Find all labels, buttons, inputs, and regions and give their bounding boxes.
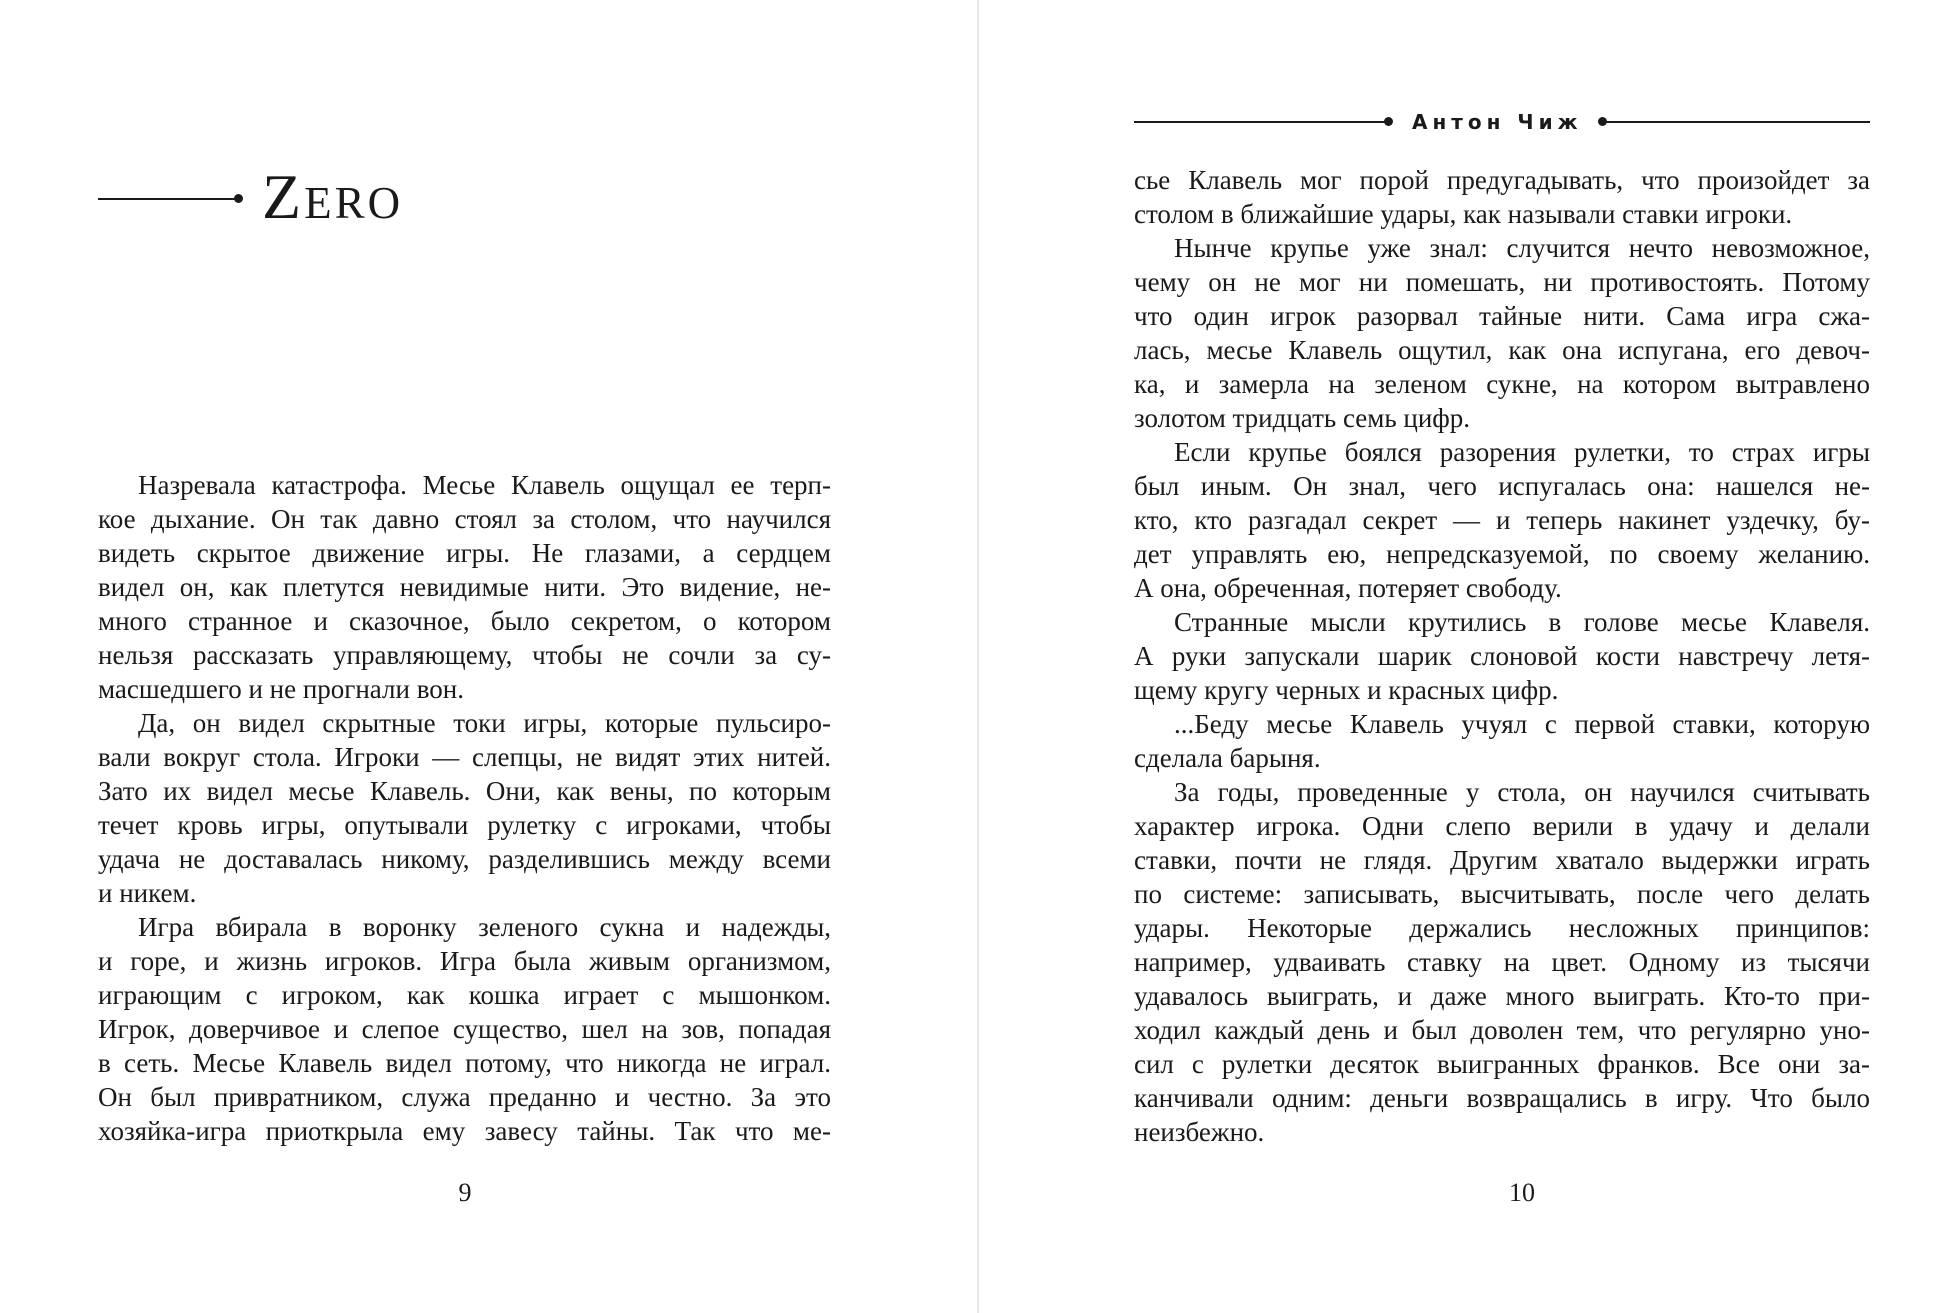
- text-line: был иным. Он знал, чего испугалась она: нашелся не-: [1134, 471, 1870, 501]
- header-ornament-dot-left: [1384, 117, 1393, 126]
- author-name: Антон Чиж: [1412, 110, 1583, 134]
- text-line: Назревала катастрофа. Месье Клавель ощущал ее терп-: [138, 470, 831, 500]
- page-number-right: 10: [1509, 1178, 1535, 1207]
- text-line: видеть скрытое движение игры. Не глазами, а сердцем: [98, 538, 831, 568]
- text-line: неизбежно.: [1134, 1117, 1265, 1147]
- text-line: Игрок, доверчивое и слепое существо, шел на зов, попадая: [98, 1014, 831, 1044]
- text-line: ка, и замерла на зеленом сукне, на котором вытравлено: [1134, 369, 1870, 399]
- text-line: золотом тридцать семь цифр.: [1134, 403, 1471, 433]
- text-line: ходил каждый день и был доволен тем, что регулярно уно-: [1134, 1015, 1870, 1045]
- text-line: в сеть. Месье Клавель видел потому, что никогда не играл.: [98, 1048, 831, 1078]
- text-line: А она, обреченная, потеряет свободу.: [1134, 573, 1562, 603]
- text-line: например, удваивать ставку на цвет. Одному из тысячи: [1134, 947, 1870, 977]
- text-line: Нынче крупье уже знал: случится нечто невозможное,: [1174, 233, 1870, 263]
- text-line: Странные мысли крутились в голове месье Клавеля.: [1174, 607, 1870, 637]
- text-line: по системе: записывать, высчитывать, после чего делать: [1134, 879, 1870, 909]
- text-line: хозяйка-игра приоткрыла ему завесу тайны. Так что ме-: [98, 1116, 831, 1146]
- text-line: сье Клавель мог порой предугадывать, что произойдет за: [1134, 165, 1870, 195]
- text-line: столом в ближайшие удары, как называли ставки игроки.: [1134, 199, 1793, 229]
- right-body-text: [1134, 163, 1870, 1149]
- text-line: и никем.: [98, 878, 197, 908]
- text-line: удача не доставалась никому, разделившись между всеми: [98, 844, 831, 874]
- text-line: Зато их видел месье Клавель. Они, как вены, по которым: [98, 776, 831, 806]
- text-line: много странное и сказочное, было секретом, о котором: [98, 606, 831, 636]
- text-line: Он был привратником, служа преданно и честно. За это: [98, 1082, 831, 1112]
- text-line: кое дыхание. Он так давно стоял за столом, что научился: [98, 504, 831, 534]
- text-line: нельзя рассказать управляющему, чтобы не сочли за су-: [98, 640, 831, 670]
- text-line: удары. Некоторые держались несложных принципов:: [1134, 913, 1870, 943]
- text-line: видел он, как плетутся невидимые нити. Это видение, не-: [98, 572, 831, 602]
- text-line: Да, он видел скрытные токи игры, которые пульсиро-: [138, 708, 831, 738]
- text-line: сделала барыня.: [1134, 743, 1321, 773]
- running-header: [1134, 108, 1870, 136]
- text-line: ставки, почти не глядя. Другим хватало выдержки играть: [1134, 845, 1870, 875]
- text-line: Если крупье боялся разорения рулетки, то страх игры: [1174, 437, 1870, 467]
- text-line: чему он не мог ни помешать, ни противостоять. Потому: [1134, 267, 1870, 297]
- text-line: характер игрока. Одни слепо верили в удачу и делали: [1134, 811, 1870, 841]
- text-line: играющим с игроком, как кошка играет с мышонком.: [98, 980, 831, 1010]
- text-line: сил с рулетки десяток выигранных франков. Все они за-: [1134, 1049, 1870, 1079]
- chapter-heading: [98, 162, 498, 232]
- text-line: канчивали одним: деньги возвращались в игру. Что было: [1134, 1083, 1870, 1113]
- text-line: и горе, и жизнь игроков. Игра была живым организмом,: [98, 946, 831, 976]
- text-line: что один игрок разорвал тайные нити. Сама игра сжа-: [1134, 301, 1870, 331]
- text-line: лась, месье Клавель ощутил, как она испугана, его девоч-: [1134, 335, 1870, 365]
- text-line: А руки запускали шарик слоновой кости навстречу летя-: [1134, 641, 1870, 671]
- text-line: За годы, проведенные у стола, он научился считывать: [1174, 777, 1870, 807]
- header-rule-right: [1605, 121, 1870, 123]
- text-line: масшедшего и не прогнали вон.: [98, 674, 464, 704]
- chapter-ornament-dot: [234, 194, 243, 203]
- page-number-left: 9: [458, 1178, 472, 1207]
- chapter-rule: [98, 198, 236, 200]
- text-line: Игра вбирала в воронку зеленого сукна и надежды,: [138, 912, 831, 942]
- chapter-title: Zero: [262, 161, 404, 232]
- text-line: кто, кто разгадал секрет — и теперь накинет уздечку, бу-: [1134, 505, 1870, 535]
- text-line: течет кровь игры, опутывали рулетку с игроками, чтобы: [98, 810, 831, 840]
- left-body-text: [98, 468, 831, 1148]
- text-line: ...Беду месье Клавель учуял с первой ставки, которую: [1174, 709, 1870, 739]
- text-line: удавалось выиграть, и даже много выиграть. Кто-то при-: [1134, 981, 1870, 1011]
- text-line: вали вокруг стола. Игроки — слепцы, не видят этих нитей.: [98, 742, 831, 772]
- text-line: щему кругу черных и красных цифр.: [1134, 675, 1559, 705]
- text-line: дет управлять ею, непредсказуемой, по своему желанию.: [1134, 539, 1870, 569]
- right-page: [979, 0, 1954, 1313]
- header-rule-left: [1134, 121, 1386, 123]
